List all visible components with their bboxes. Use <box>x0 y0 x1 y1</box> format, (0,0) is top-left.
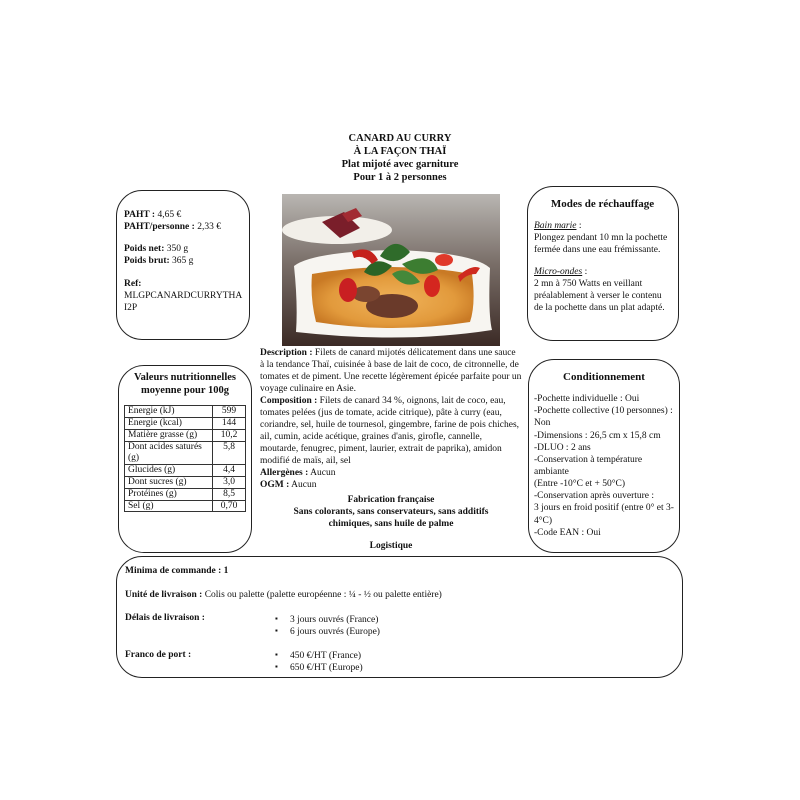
ogm-value: Aucun <box>291 479 317 490</box>
ref-label: Ref: <box>124 278 142 289</box>
product-title <box>280 132 520 185</box>
bain-marie-heading: Bain marie : <box>534 221 582 232</box>
micro-ondes-heading: Micro-ondes : <box>534 266 588 277</box>
gross-weight-label: Poids brut: <box>124 256 170 267</box>
nutrition-value: 0,70 <box>213 500 246 512</box>
delivery-unit-label: Unité de livraison : <box>125 590 203 600</box>
paht-value: 4,65 € <box>157 210 182 220</box>
franco-item: ▪ 450 €/HT (France) <box>275 650 363 662</box>
logistics-box <box>116 556 683 678</box>
packaging-list <box>534 393 674 539</box>
packaging-line: -Dimensions : 26,5 cm x 15,8 cm <box>534 430 661 441</box>
paht-per-person-value: 2,33 € <box>197 222 221 233</box>
composition-paragraph <box>260 396 522 468</box>
description-paragraph <box>260 348 522 396</box>
bain-marie-text: Plongez pendant 10 mn la pochette fermée dans une eau frémissante. <box>534 233 668 256</box>
delivery-delays-label: Délais de livraison : <box>125 613 205 623</box>
net-weight-label: Poids net: <box>124 244 165 255</box>
nutrition-row <box>125 464 246 476</box>
dish-photo <box>282 194 500 346</box>
micro-ondes-text: 2 mn à 750 Watts en veillant préalablement à verser le contenu de la pochette dans un plat adapté. <box>534 278 665 314</box>
nutrition-row <box>125 406 246 418</box>
micro-ondes-label: Micro-ondes <box>534 266 583 277</box>
gross-weight-line <box>124 255 243 267</box>
nutrition-row <box>125 418 246 430</box>
description-column <box>260 348 522 553</box>
packaging-line: (Entre -10°C et + 50°C) <box>534 479 626 490</box>
franco-label-row <box>125 649 191 661</box>
composition-text: Filets de canard 34 %, oignons, lait de coco, eau, tomates pelées (jus de tomate, acide citrique), pâte à curry (eau, coriandre, sel, huile de tournesol, gingembre, farine de pois chiches, ail, cumin, acide acétique, graines d'anis, girofle, cannelle, moutarde, fenugrec, piment, laurier, extrait de paprika), amidon modifié de maïs, ail, sel <box>260 395 520 466</box>
packaging-line: -DLUO : 2 ans <box>534 442 591 453</box>
nutrition-value: 599 <box>213 406 246 418</box>
packaging-line: -Pochette individuelle : Oui <box>534 394 640 405</box>
allergens-value: Aucun <box>310 467 336 478</box>
nutrition-row <box>125 430 246 442</box>
price-info-box <box>116 190 250 340</box>
delivery-unit-value: Colis ou palette (palette européenne : ¼ - ½ ou palette entière) <box>204 590 442 600</box>
nutrition-value: 8,5 <box>213 488 246 500</box>
bain-marie-label: Bain marie <box>534 221 577 232</box>
nutrition-label: Dont acides saturés (g) <box>125 441 213 464</box>
title-line-3: Plat mijoté avec garniture <box>341 159 459 171</box>
ref-label-line <box>124 278 243 290</box>
nutrition-label: Sel (g) <box>125 500 213 512</box>
delivery-delays-label-row <box>125 612 205 624</box>
allergens-line <box>260 468 522 480</box>
net-weight-line <box>124 243 243 255</box>
nutrition-row <box>125 500 246 512</box>
title-line-4: Pour 1 à 2 personnes <box>353 172 447 184</box>
ref-value: MLGPCANARDCURRYTHAI2P <box>124 290 243 313</box>
nutrition-row <box>125 441 246 464</box>
nutrition-table <box>124 405 246 512</box>
delivery-delay-item: ▪ 6 jours ouvrés (Europe) <box>275 626 380 638</box>
nutrition-row <box>125 488 246 500</box>
packaging-line: -Code EAN : Oui <box>534 527 601 538</box>
min-order-text: Minima de commande : 1 <box>125 566 229 576</box>
nutrition-label: Protéines (g) <box>125 488 213 500</box>
net-weight-value: 350 g <box>166 244 189 255</box>
allergens-label: Allergènes : <box>260 467 309 478</box>
nutrition-value: 5,8 <box>213 441 246 464</box>
no-additives: Sans colorants, sans conservateurs, sans additifs chimiques, sans huile de palme <box>293 506 489 529</box>
paht-line <box>124 209 243 221</box>
nutrition-label: Glucides (g) <box>125 464 213 476</box>
paht-per-person-label: PAHT/personne : <box>124 222 195 233</box>
description-text: Filets de canard mijotés délicatement dans une sauce à la tendance Thaï, cuisinée à base de lait de coco, de citronnelle, de tomates et de piment. Une recette légèrement épicée parfaite pour un voyage culinaire en Asie. <box>260 348 522 394</box>
nutrition-value: 144 <box>213 418 246 430</box>
nutrition-label: Dont sucres (g) <box>125 476 213 488</box>
packaging-title: Conditionnement <box>563 371 645 383</box>
title-line-1: CANARD AU CURRY <box>348 133 452 144</box>
paht-per-person-line <box>124 221 243 233</box>
franco-item: ▪ 650 €/HT (Europe) <box>275 662 363 674</box>
packaging-line: -Pochette collective (10 personnes) : Non <box>534 406 673 429</box>
franco-label: Franco de port : <box>125 650 192 660</box>
ogm-label: OGM : <box>260 479 290 490</box>
gross-weight-value: 365 g <box>172 256 194 267</box>
nutrition-value: 4,4 <box>213 464 246 476</box>
delivery-delay-item: ▪ 3 jours ouvrés (France) <box>275 614 380 626</box>
title-line-2: À LA FAÇON THAÏ <box>353 146 447 158</box>
nutrition-value: 3,0 <box>213 476 246 488</box>
packaging-line: -Conservation à température ambiante <box>534 454 643 478</box>
nutrition-label: Matière grasse (g) <box>125 430 213 442</box>
reheating-box <box>527 186 679 341</box>
made-in-france: Fabrication française <box>347 494 435 505</box>
delivery-delays-list <box>275 614 380 638</box>
nutrition-label: Energie (kcal) <box>125 418 213 430</box>
packaging-line: 3 jours en froid positif (entre 0° et 3-4°C) <box>534 503 674 526</box>
logistics-heading: Logistique <box>369 540 413 551</box>
nutrition-box <box>118 365 252 553</box>
composition-label: Composition : <box>260 395 318 406</box>
min-order <box>125 565 228 577</box>
reheating-title: Modes de réchauffage <box>550 198 655 210</box>
packaging-line: -Conservation après ouverture : <box>534 491 655 502</box>
packaging-box <box>528 359 680 553</box>
nutrition-title: Valeurs nutritionnelles moyenne pour 100g <box>134 372 236 396</box>
nutrition-label: Energie (kJ) <box>125 406 213 418</box>
franco-list <box>275 650 363 674</box>
paht-label: PAHT : <box>124 210 156 220</box>
nutrition-value: 10,2 <box>213 430 246 442</box>
ogm-line <box>260 480 522 492</box>
delivery-unit <box>125 589 442 601</box>
description-label: Description : <box>260 348 313 358</box>
nutrition-row <box>125 476 246 488</box>
